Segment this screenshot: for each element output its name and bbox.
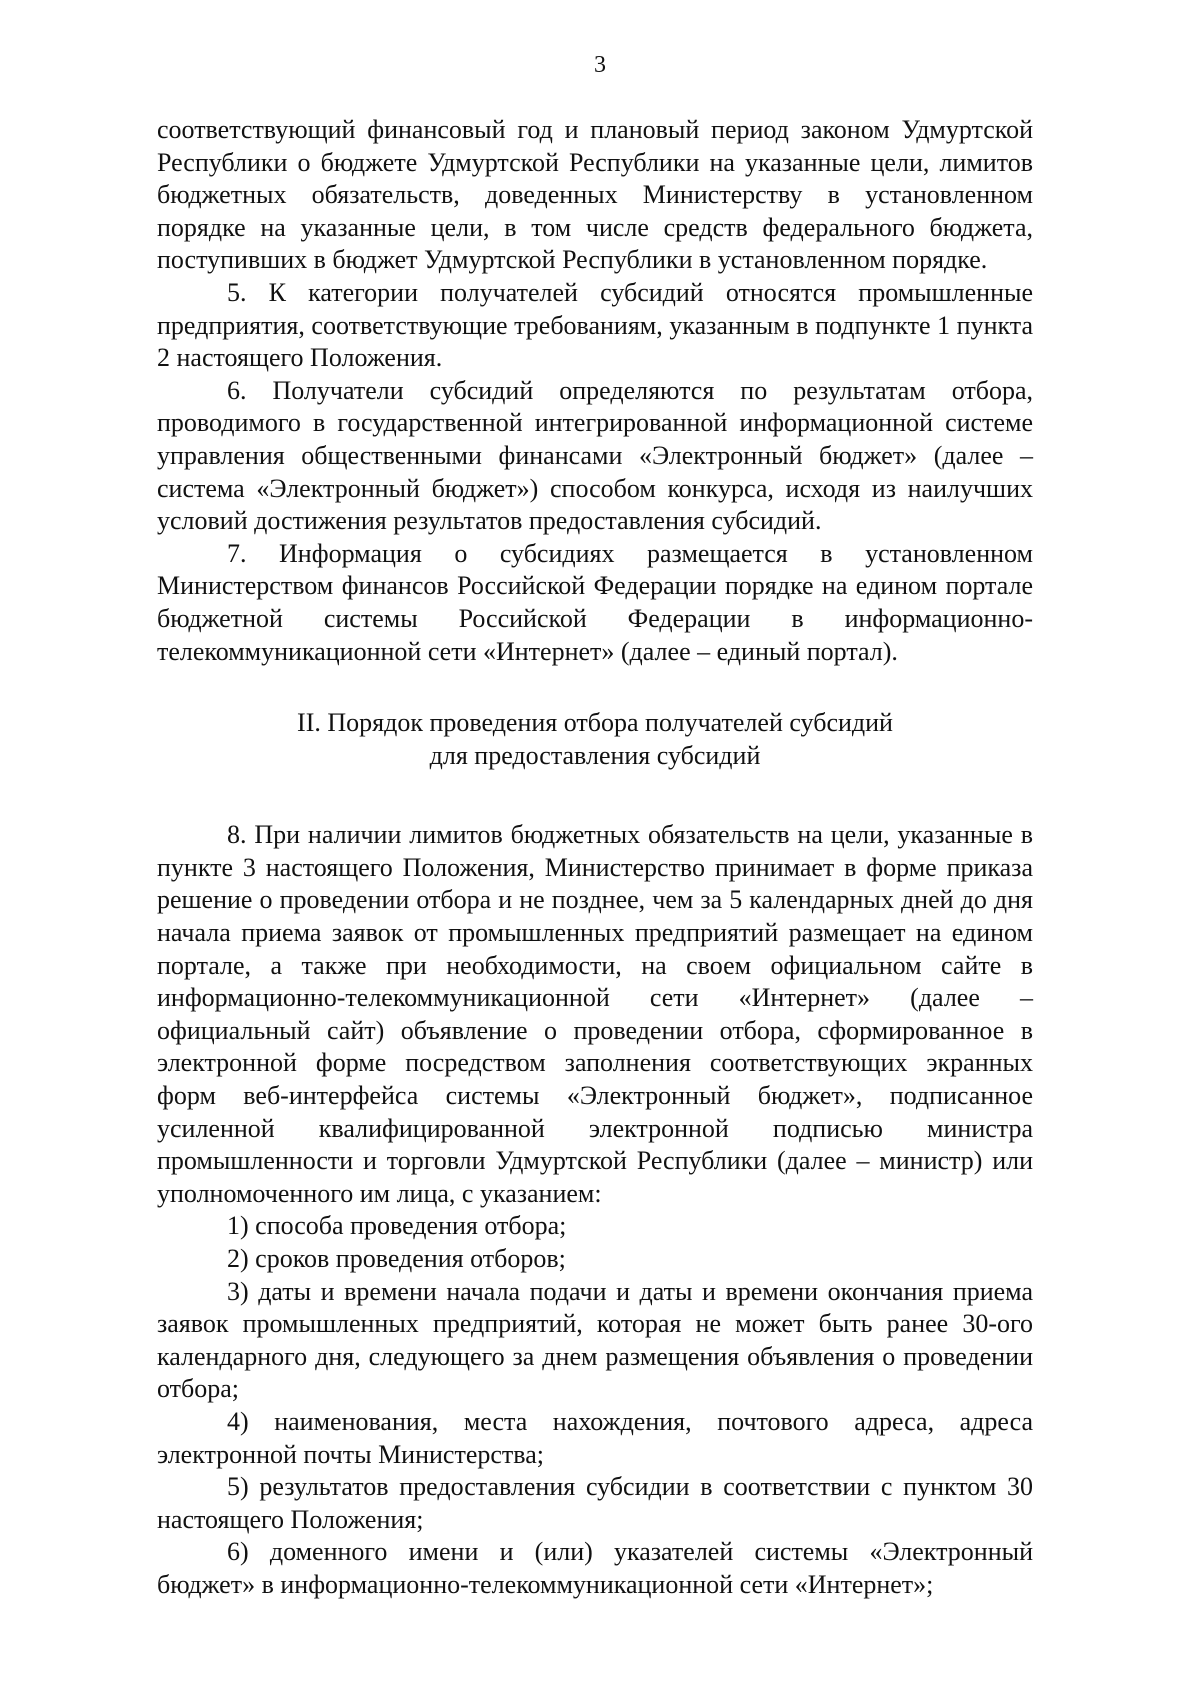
list-item-1: 1) способа проведения отбора; [227,1211,567,1241]
list-item-3: 3) даты и времени начала подачи и даты и времени окончания приема заявок промышленных предприятий, которая не может быть ранее 30-ого календарного дня, следующего за днем размещения объявления о проведении отбора; [157,1276,1033,1404]
list-item-5: 5) результатов предоставления субсидии в соответствии с пунктом 30 настоящего Положения; [157,1472,1033,1534]
section-heading-line-2: для предоставления субсидий [429,740,761,770]
list-item-4: 4) наименования, места нахождения, почтового адреса, адреса электронной почты Министерства; [157,1406,1033,1469]
paragraph-item-8: 8. При наличии лимитов бюджетных обязательств на цели, указанные в пункте 3 настоящего Положения, Министерство принимает в форме приказа решение о проведении отбора и не позднее, чем за 5 календарных дней до дня начала приема заявок от промышленных предприятий размещает на едином портале, а также при необходимости, на своем официальном сайте в информационно-телекоммуникационной сети «Интернет» (далее – официальный сайт) объявление о проведении отбора, сформированное в электронной форме посредством заполнения соответствующих экранных форм веб-интерфейса системы «Электронный бюджет», подписанное усиленной квалифицированной электронной подписью министра промышленности и торговли Удмуртской Республики (далее – министр) или уполномоченного им лица, с указанием: [157,820,1033,1208]
section-heading-line-1: II. Порядок проведения отбора получателей субсидий [297,708,893,738]
page-number: 3 [594,52,606,78]
section-heading [157,707,1033,772]
paragraph-item-6: 6. Получатели субсидий определяются по результатам отбора, проводимого в государственной интегрированной информационной системе управления общественными финансами «Электронный бюджет» (далее – система «Электронный бюджет») способом конкурса, исходя из наилучших условий достижения результатов предоставления субсидий. [157,375,1033,536]
paragraph-item-7: 7. Информация о субсидиях размещается в установленном Министерством финансов Российской Федерации порядке на едином портале бюджетной системы Российской Федерации в информационно-телекоммуникационной сети «Интернет» (далее – единый портал). [157,538,1033,666]
list-item-6: 6) доменного имени и (или) указателей системы «Электронный бюджет» в информационно-телекоммуникационной сети «Интернет»; [157,1537,1033,1599]
paragraph-item-5: 5. К категории получателей субсидий относятся промышленные предприятия, соответствующие требованиям, указанным в подпункте 1 пункта 2 настоящего Положения. [157,277,1033,373]
paragraph-continuation: соответствующий финансовый год и плановый период законом Удмуртской Республики о бюджете Удмуртской Республики на указанные цели, лимитов бюджетных обязательств, доведенных Министерству в установленном порядке на указанные цели, в том числе средств федерального бюджета, поступивших в бюджет Удмуртской Республики в установленном порядке. [157,115,1033,275]
list-item-2: 2) сроков проведения отборов; [227,1244,566,1273]
document-body [157,114,1033,1602]
